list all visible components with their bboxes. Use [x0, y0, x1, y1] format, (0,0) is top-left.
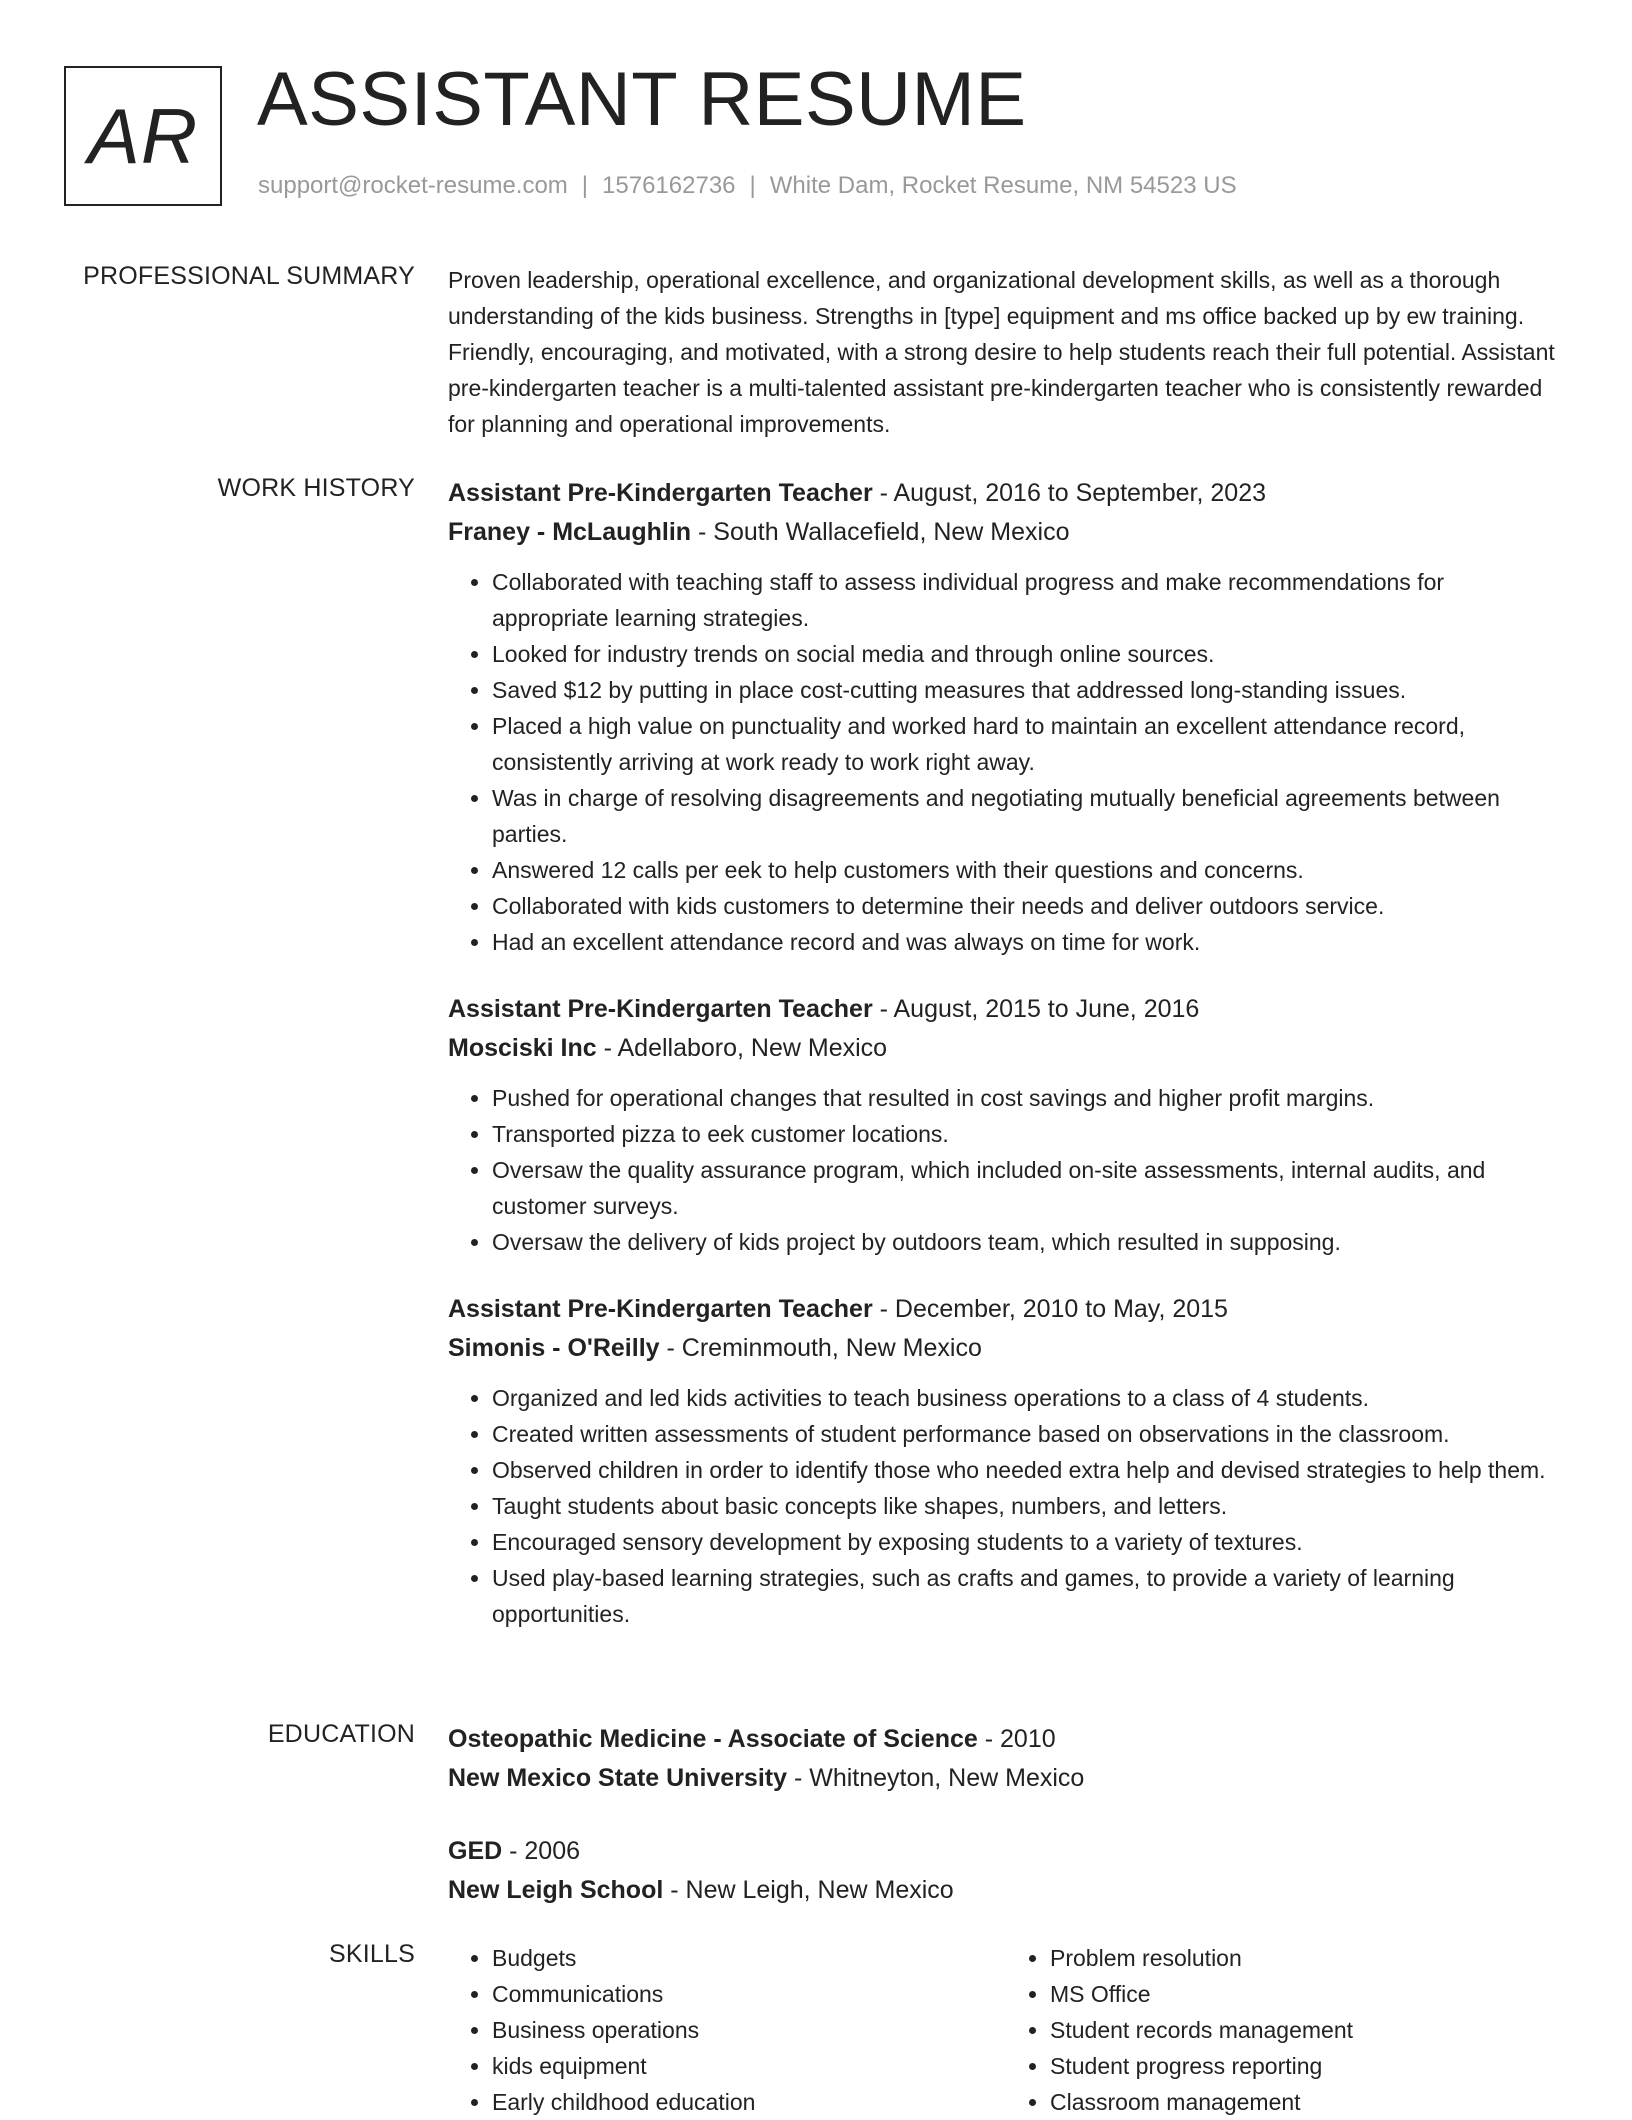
skills-columns [448, 1940, 1564, 2120]
job-company-line [448, 1029, 1564, 1068]
job-bullet: • Created written assessments of student performance based on observations in the classroom. [492, 1416, 1564, 1452]
job-bullet: • Pushed for operational changes that resulted in cost savings and higher profit margins. [492, 1080, 1564, 1116]
skill-item: • Business operations [492, 2012, 1006, 2048]
job-company: Franey - McLaughlin [448, 518, 692, 546]
skill-item: • Problem resolution [1050, 1940, 1564, 1976]
section-label-education: EDUCATION [267, 1720, 415, 1748]
job-title: Assistant Pre-Kindergarten Teacher [448, 995, 873, 1023]
job-bullet: • Oversaw the delivery of kids project by outdoors team, which resulted in supposing. [492, 1224, 1564, 1260]
job-bullet: • Taught students about basic concepts like shapes, numbers, and letters. [492, 1488, 1564, 1524]
education-school-line [448, 1759, 1564, 1798]
education-entry [448, 1720, 1564, 1798]
contact-address: White Dam, Rocket Resume, NM 54523 US [769, 172, 1237, 199]
job-bullet: • Placed a high value on punctuality and worked hard to maintain an excellent attendance record, consistently arriving at work ready to work right away. [492, 708, 1564, 780]
job-entry [448, 990, 1564, 1260]
job-company-line [448, 1329, 1564, 1368]
education-degree: Osteopathic Medicine - Associate of Science [448, 1725, 978, 1753]
job-dates: - August, 2015 to June, 2016 [872, 995, 1200, 1023]
education-year: - 2006 [502, 1837, 581, 1865]
job-bullet: • Answered 12 calls per eek to help customers with their questions and concerns. [492, 852, 1564, 888]
job-bullets [448, 1380, 1564, 1632]
section-label-work: WORK HISTORY [217, 474, 415, 502]
section-label-skills: SKILLS [329, 1940, 415, 1968]
job-bullet: • Oversaw the quality assurance program, which included on-site assessments, internal audits, and customer surveys. [492, 1152, 1564, 1224]
contact-phone[interactable]: 1576162736 [602, 172, 736, 199]
job-bullet: • Looked for industry trends on social media and through online sources. [492, 636, 1564, 672]
job-entry [448, 1290, 1564, 1632]
education-degree-line [448, 1832, 1564, 1871]
job-bullet: • Saved $12 by putting in place cost-cutting measures that addressed long-standing issues. [492, 672, 1564, 708]
job-bullets [448, 564, 1564, 960]
job-bullet: • Transported pizza to eek customer locations. [492, 1116, 1564, 1152]
skill-item: • Budgets [492, 1940, 1006, 1976]
job-location: - South Wallacefield, New Mexico [691, 518, 1070, 546]
job-bullets [448, 1080, 1564, 1260]
job-bullet: • Encouraged sensory development by exposing students to a variety of textures. [492, 1524, 1564, 1560]
job-company-line [448, 513, 1564, 552]
skill-item: • Student progress reporting [1050, 2048, 1564, 2084]
education-entry [448, 1832, 1564, 1910]
job-company: Mosciski Inc [448, 1034, 597, 1062]
job-bullet: • Collaborated with teaching staff to assess individual progress and make recommendations for appropriate learning strategies. [492, 564, 1564, 636]
job-bullet: • Organized and led kids activities to teach business operations to a class of 4 students. [492, 1380, 1564, 1416]
skill-item: • Communications [492, 1976, 1006, 2012]
job-location: - Creminmouth, New Mexico [659, 1334, 982, 1362]
contact-email[interactable]: support@rocket-resume.com [258, 172, 568, 199]
job-dates: - December, 2010 to May, 2015 [872, 1295, 1228, 1323]
contact-separator: | [749, 172, 756, 199]
skill-item: • MS Office [1050, 1976, 1564, 2012]
job-title: Assistant Pre-Kindergarten Teacher [448, 479, 873, 507]
education-degree: GED [448, 1837, 503, 1865]
job-title-line [448, 990, 1564, 1029]
section-label-summary: PROFESSIONAL SUMMARY [83, 262, 415, 290]
skills-list-left [448, 1940, 1006, 2120]
education-school-line [448, 1871, 1564, 1910]
education-school: New Leigh School [448, 1876, 664, 1904]
education-location: - Whitneyton, New Mexico [787, 1764, 1085, 1792]
job-title: Assistant Pre-Kindergarten Teacher [448, 1295, 873, 1323]
job-location: - Adellaboro, New Mexico [596, 1034, 888, 1062]
education-degree-line [448, 1720, 1564, 1759]
contact-line [258, 172, 1237, 200]
skill-item: • Student records management [1050, 2012, 1564, 2048]
job-bullet: • Observed children in order to identify those who needed extra help and devised strategies to help them. [492, 1452, 1564, 1488]
job-bullet: • Was in charge of resolving disagreements and negotiating mutually beneficial agreements between parties. [492, 780, 1564, 852]
summary-text: Proven leadership, operational excellence, and organizational development skills, as well as a thorough understanding of the kids business. Strengths in [type] equipment and ms office backed up by ew training. Friendly, encouraging, and motivated, with a strong desire to help students reach their full potential. Assistant pre-kindergarten teacher is a multi-talented assistant pre-kindergarten teacher who is consistently rewarded for planning and operational improvements. [448, 267, 1555, 437]
job-bullet: • Collaborated with kids customers to determine their needs and deliver outdoors service. [492, 888, 1564, 924]
contact-separator: | [581, 172, 589, 199]
skill-item: • Early childhood education [492, 2084, 1006, 2120]
skill-item: • Classroom management [1050, 2084, 1564, 2120]
education-location: - New Leigh, New Mexico [663, 1876, 954, 1904]
education-school: New Mexico State University [448, 1764, 788, 1792]
monogram: AR [64, 66, 222, 206]
job-entry [448, 474, 1564, 960]
skill-item: • kids equipment [492, 2048, 1006, 2084]
job-bullet: • Used play-based learning strategies, such as crafts and games, to provide a variety of learning opportunities. [492, 1560, 1564, 1632]
skills-list-right [1006, 1940, 1564, 2120]
page-title: ASSISTANT RESUME [257, 57, 1027, 142]
job-company: Simonis - O'Reilly [448, 1334, 660, 1362]
job-title-line [448, 474, 1564, 513]
education-year: - 2010 [977, 1725, 1056, 1753]
job-bullet: • Had an excellent attendance record and was always on time for work. [492, 924, 1564, 960]
job-dates: - August, 2016 to September, 2023 [872, 479, 1267, 507]
job-title-line [448, 1290, 1564, 1329]
